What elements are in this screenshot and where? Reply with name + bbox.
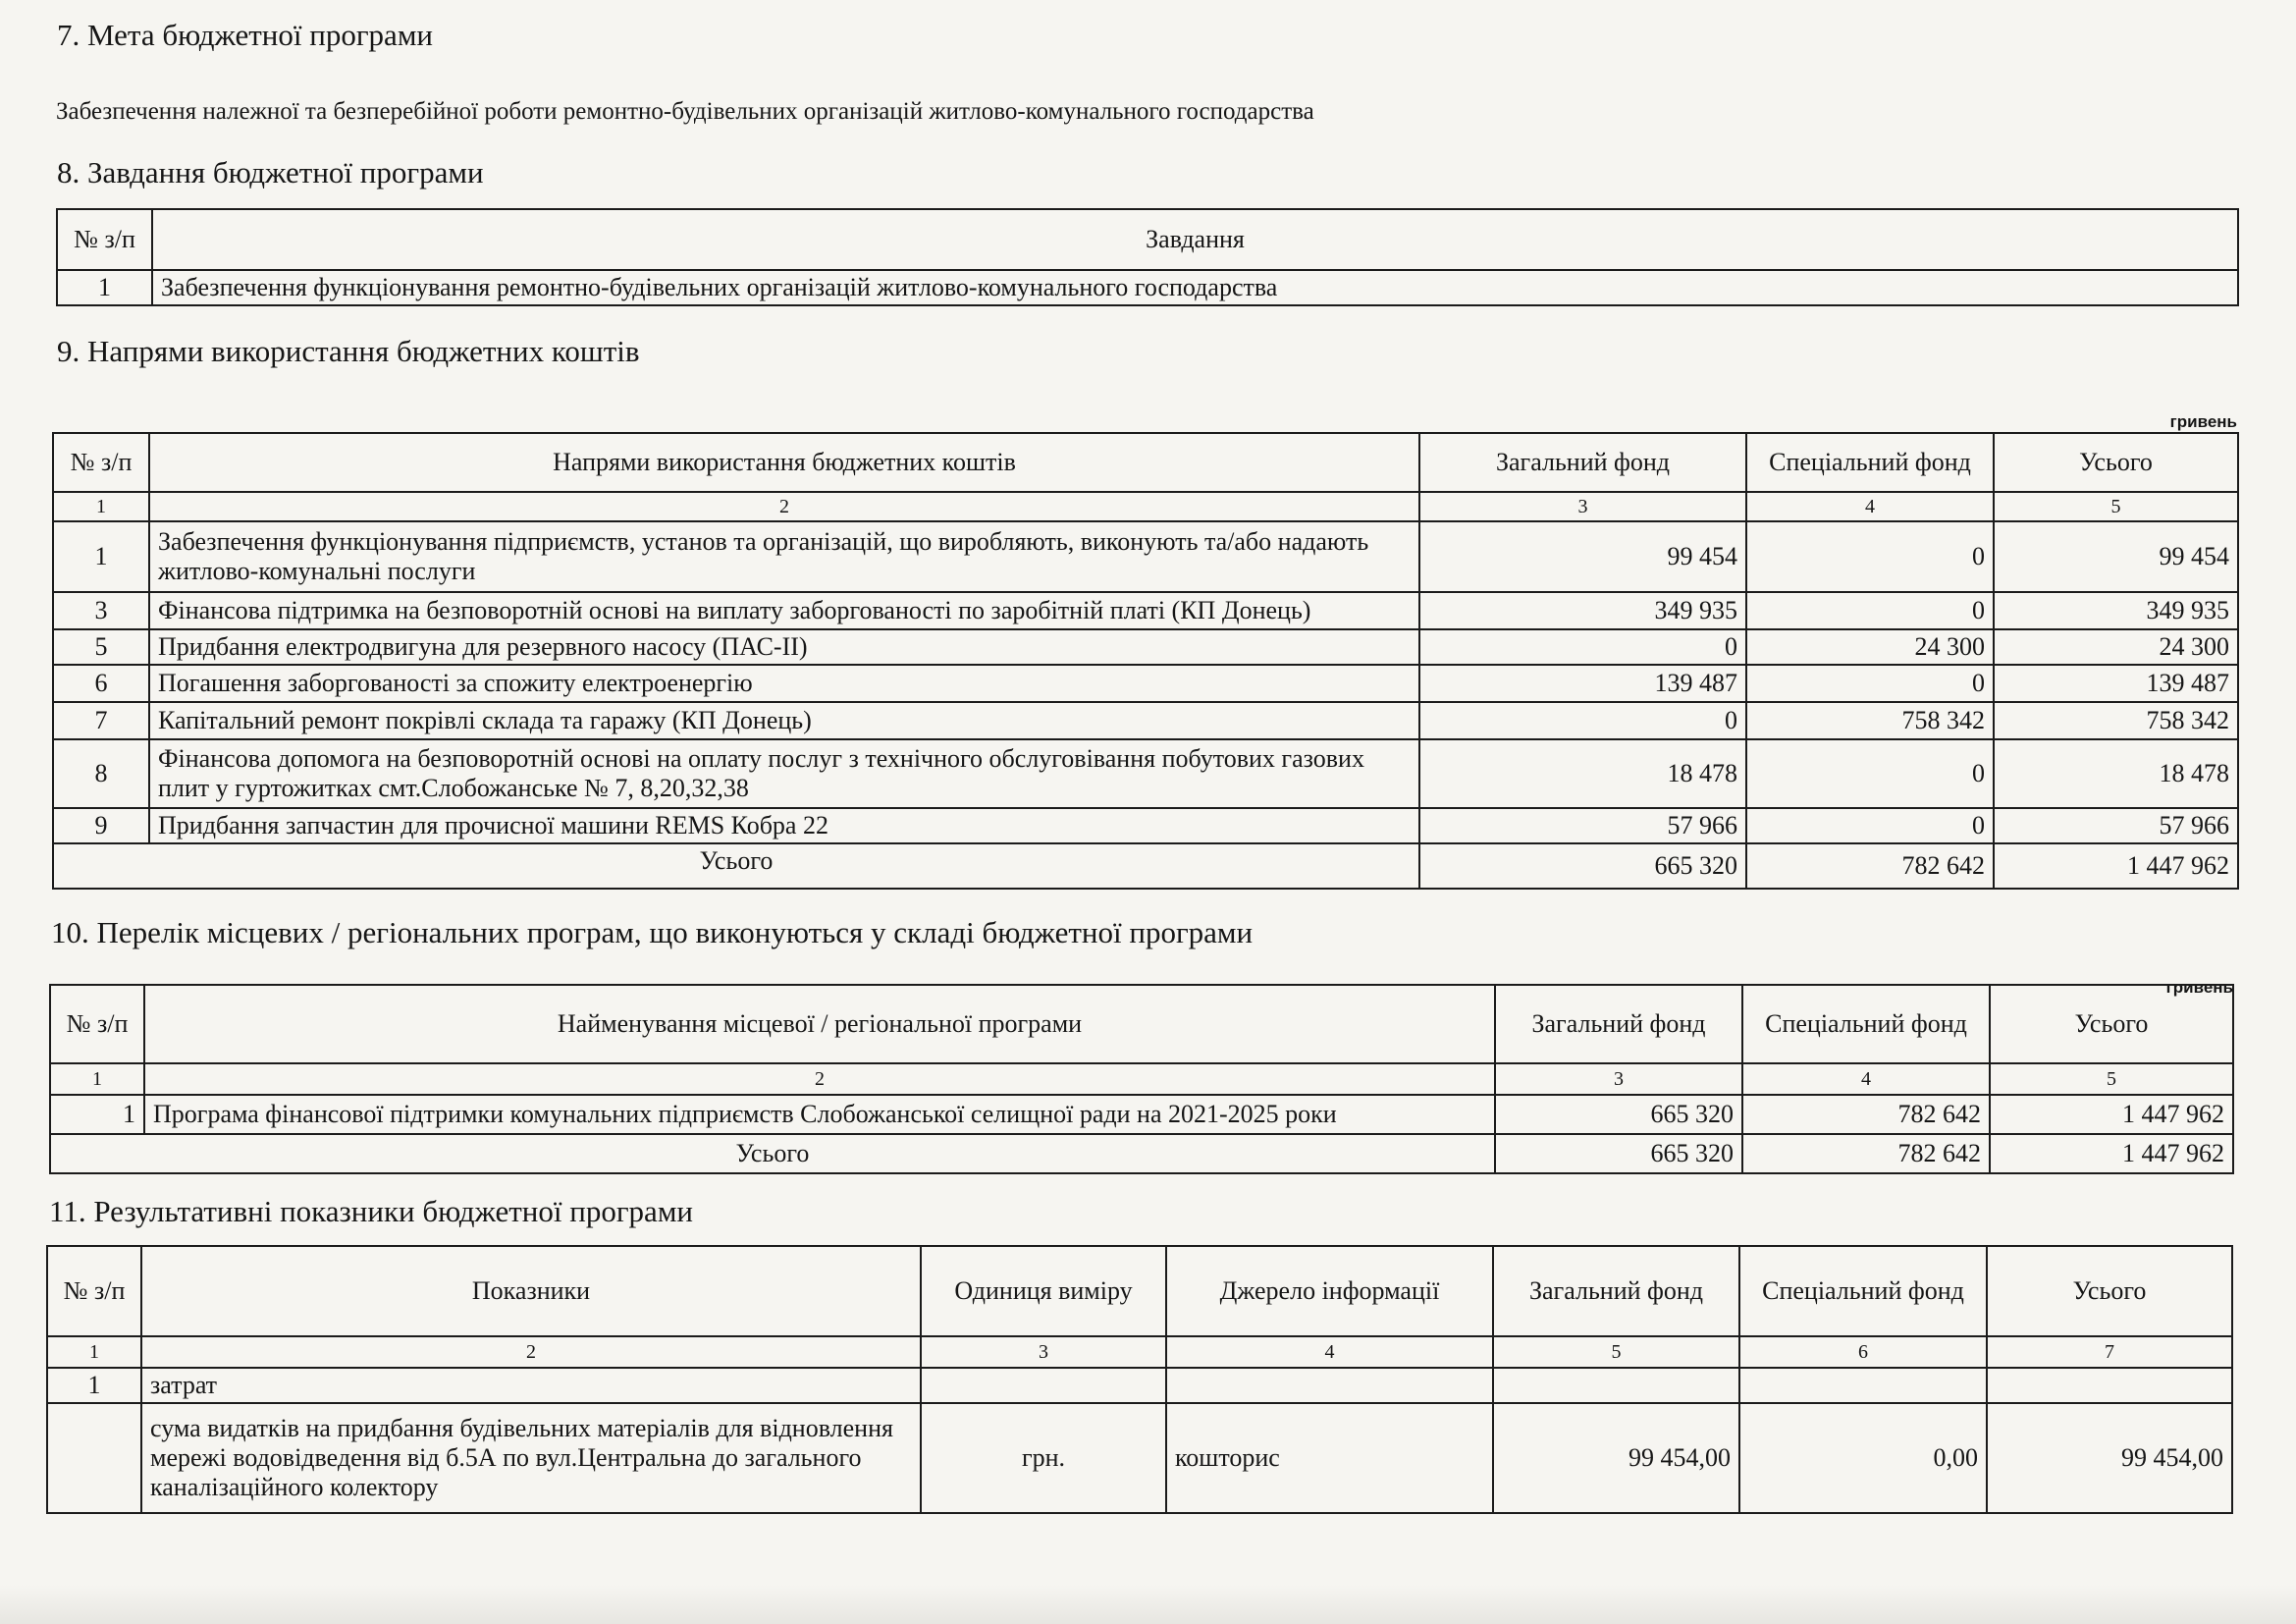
table-row [50,1095,2233,1134]
indicator-group-label: затрат [141,1368,921,1403]
tasks-section-title: 8. Завдання бюджетної програми [57,155,484,189]
programs-total-special: 782 642 [1742,1134,1990,1173]
indicators-section-title: 11. Результативні показники бюджетної програми [49,1194,694,1228]
direction-special: 0 [1746,739,1994,808]
empty-cell [1739,1368,1987,1403]
direction-total: 18 478 [1994,739,2238,808]
programs-header-special: Спеціальний фонд [1742,985,1990,1063]
direction-name: Фінансова підтримка на безповоротній основі на виплату заборгованості по заробітній платі (КП Донець) [149,592,1419,629]
direction-special: 758 342 [1746,702,1994,739]
table-row [53,592,2238,629]
direction-num: 8 [53,739,149,808]
directions-index-row [53,492,2238,521]
directions-total-general: 665 320 [1419,843,1746,889]
direction-name: Придбання електродвигуна для резервного насосу (ПАС-ІІ) [149,629,1419,665]
indicator-num [47,1403,141,1513]
direction-special: 0 [1746,665,1994,702]
directions-total-row [53,843,2238,889]
direction-general: 18 478 [1419,739,1746,808]
index-cell: 2 [144,1063,1495,1095]
direction-total: 24 300 [1994,629,2238,665]
directions-unit: гривень [2169,412,2237,431]
indicator-group-num: 1 [47,1368,141,1403]
tasks-header-num: № з/п [57,209,152,270]
direction-special: 0 [1746,808,1994,843]
programs-table [49,984,2234,1174]
indicator-general: 99 454,00 [1493,1403,1739,1513]
directions-header-total: Усього [1994,433,2238,492]
scan-edge [0,1585,2296,1624]
index-cell: 3 [1419,492,1746,521]
empty-cell [1493,1368,1739,1403]
direction-name: Забезпечення функціонування підприємств, установ та організацій, що виробляють, виконують та/або надають житлово-комунальні послуги [149,521,1419,592]
table-row [53,739,2238,808]
programs-header-total: Усього [1990,985,2233,1063]
directions-header-name: Напрями використання бюджетних коштів [149,433,1419,492]
indicators-header-unit: Одиниця виміру [921,1246,1166,1336]
empty-cell [1987,1368,2232,1403]
direction-total: 758 342 [1994,702,2238,739]
programs-header-num: № з/п [50,985,144,1063]
direction-special: 24 300 [1746,629,1994,665]
index-cell: 4 [1746,492,1994,521]
programs-index-row [50,1063,2233,1095]
programs-total-row [50,1134,2233,1173]
direction-name: Фінансова допомога на безповоротній основі на оплату послуг з технічного обслуговівання побутових газових плит у гуртожитках смт.Слобожанське № 7, 8,20,32,38 [149,739,1419,808]
table-row [53,629,2238,665]
direction-num: 7 [53,702,149,739]
direction-num: 5 [53,629,149,665]
directions-total-label: Усього [53,843,1419,889]
direction-num: 3 [53,592,149,629]
programs-section-title: 10. Перелік місцевих / регіональних програм, що виконуються у складі бюджетної програми [51,915,1254,949]
direction-special: 0 [1746,592,1994,629]
indicators-header-source: Джерело інформації [1166,1246,1493,1336]
indicators-header-num: № з/п [47,1246,141,1336]
programs-total-general: 665 320 [1495,1134,1742,1173]
programs-header-row [50,985,2233,1063]
tasks-table [56,208,2239,306]
direction-general: 139 487 [1419,665,1746,702]
program-special: 782 642 [1742,1095,1990,1134]
index-cell: 5 [1990,1063,2233,1095]
indicators-table [46,1245,2233,1514]
direction-name: Придбання запчастин для прочисної машини REMS Кобра 22 [149,808,1419,843]
index-cell: 3 [1495,1063,1742,1095]
program-total: 1 447 962 [1990,1095,2233,1134]
directions-header-num: № з/п [53,433,149,492]
direction-name: Капітальний ремонт покрівлі склада та гаражу (КП Донець) [149,702,1419,739]
empty-cell [1166,1368,1493,1403]
direction-total: 349 935 [1994,592,2238,629]
index-cell: 1 [47,1336,141,1368]
table-row [53,808,2238,843]
index-cell: 1 [53,492,149,521]
empty-cell [921,1368,1166,1403]
index-cell: 4 [1166,1336,1493,1368]
indicators-header-total: Усього [1987,1246,2232,1336]
direction-general: 0 [1419,702,1746,739]
indicators-index-row [47,1336,2232,1368]
indicator-name: сума видатків на придбання будівельних матеріалів для відновлення мережі водовідведення від б.5А по вул.Центральна до загального каналізаційного колектору [141,1403,921,1513]
index-cell: 5 [1994,492,2238,521]
direction-general: 349 935 [1419,592,1746,629]
directions-total-total: 1 447 962 [1994,843,2238,889]
program-num: 1 [50,1095,144,1134]
index-cell: 3 [921,1336,1166,1368]
indicator-unit: грн. [921,1403,1166,1513]
table-row [53,521,2238,592]
programs-unit: гривень [2165,978,2233,997]
direction-num: 6 [53,665,149,702]
table-row [57,270,2238,305]
index-cell: 2 [141,1336,921,1368]
index-cell: 5 [1493,1336,1739,1368]
directions-total-special: 782 642 [1746,843,1994,889]
programs-total-total: 1 447 962 [1990,1134,2233,1173]
direction-total: 99 454 [1994,521,2238,592]
direction-general: 0 [1419,629,1746,665]
indicators-header-special: Спеціальний фонд [1739,1246,1987,1336]
indicators-header-row [47,1246,2232,1336]
indicators-group-row [47,1368,2232,1403]
directions-header-special: Спеціальний фонд [1746,433,1994,492]
tasks-header-task: Завдання [152,209,2238,270]
directions-section-title: 9. Напрями використання бюджетних коштів [57,334,640,368]
directions-table [52,432,2239,890]
direction-special: 0 [1746,521,1994,592]
direction-name: Погашення заборгованості за спожиту електроенергію [149,665,1419,702]
table-row [47,1403,2232,1513]
indicator-special: 0,00 [1739,1403,1987,1513]
tasks-header-row [57,209,2238,270]
indicator-source: кошторис [1166,1403,1493,1513]
direction-general: 57 966 [1419,808,1746,843]
goal-section-title: 7. Мета бюджетної програми [57,18,434,52]
task-num: 1 [57,270,152,305]
index-cell: 7 [1987,1336,2232,1368]
direction-total: 139 487 [1994,665,2238,702]
table-row [53,702,2238,739]
programs-header-general: Загальний фонд [1495,985,1742,1063]
indicators-header-name: Показники [141,1246,921,1336]
task-text: Забезпечення функціонування ремонтно-будівельних організацій житлово-комунального господарства [152,270,2238,305]
direction-num: 9 [53,808,149,843]
program-name: Програма фінансової підтримки комунальних підприємств Слобожанської селищної ради на 2021-2025 роки [144,1095,1495,1134]
directions-header-general: Загальний фонд [1419,433,1746,492]
index-cell: 1 [50,1063,144,1095]
index-cell: 4 [1742,1063,1990,1095]
directions-header-row [53,433,2238,492]
index-cell: 2 [149,492,1419,521]
index-cell: 6 [1739,1336,1987,1368]
programs-total-label: Усього [50,1134,1495,1173]
direction-general: 99 454 [1419,521,1746,592]
direction-num: 1 [53,521,149,592]
indicator-total: 99 454,00 [1987,1403,2232,1513]
programs-header-name: Найменування місцевої / регіональної програми [144,985,1495,1063]
program-general: 665 320 [1495,1095,1742,1134]
table-row [53,665,2238,702]
indicators-header-general: Загальний фонд [1493,1246,1739,1336]
direction-total: 57 966 [1994,808,2238,843]
goal-text: Забезпечення належної та безперебійної роботи ремонтно-будівельних організацій житлово-комунального господарства [56,98,1314,125]
